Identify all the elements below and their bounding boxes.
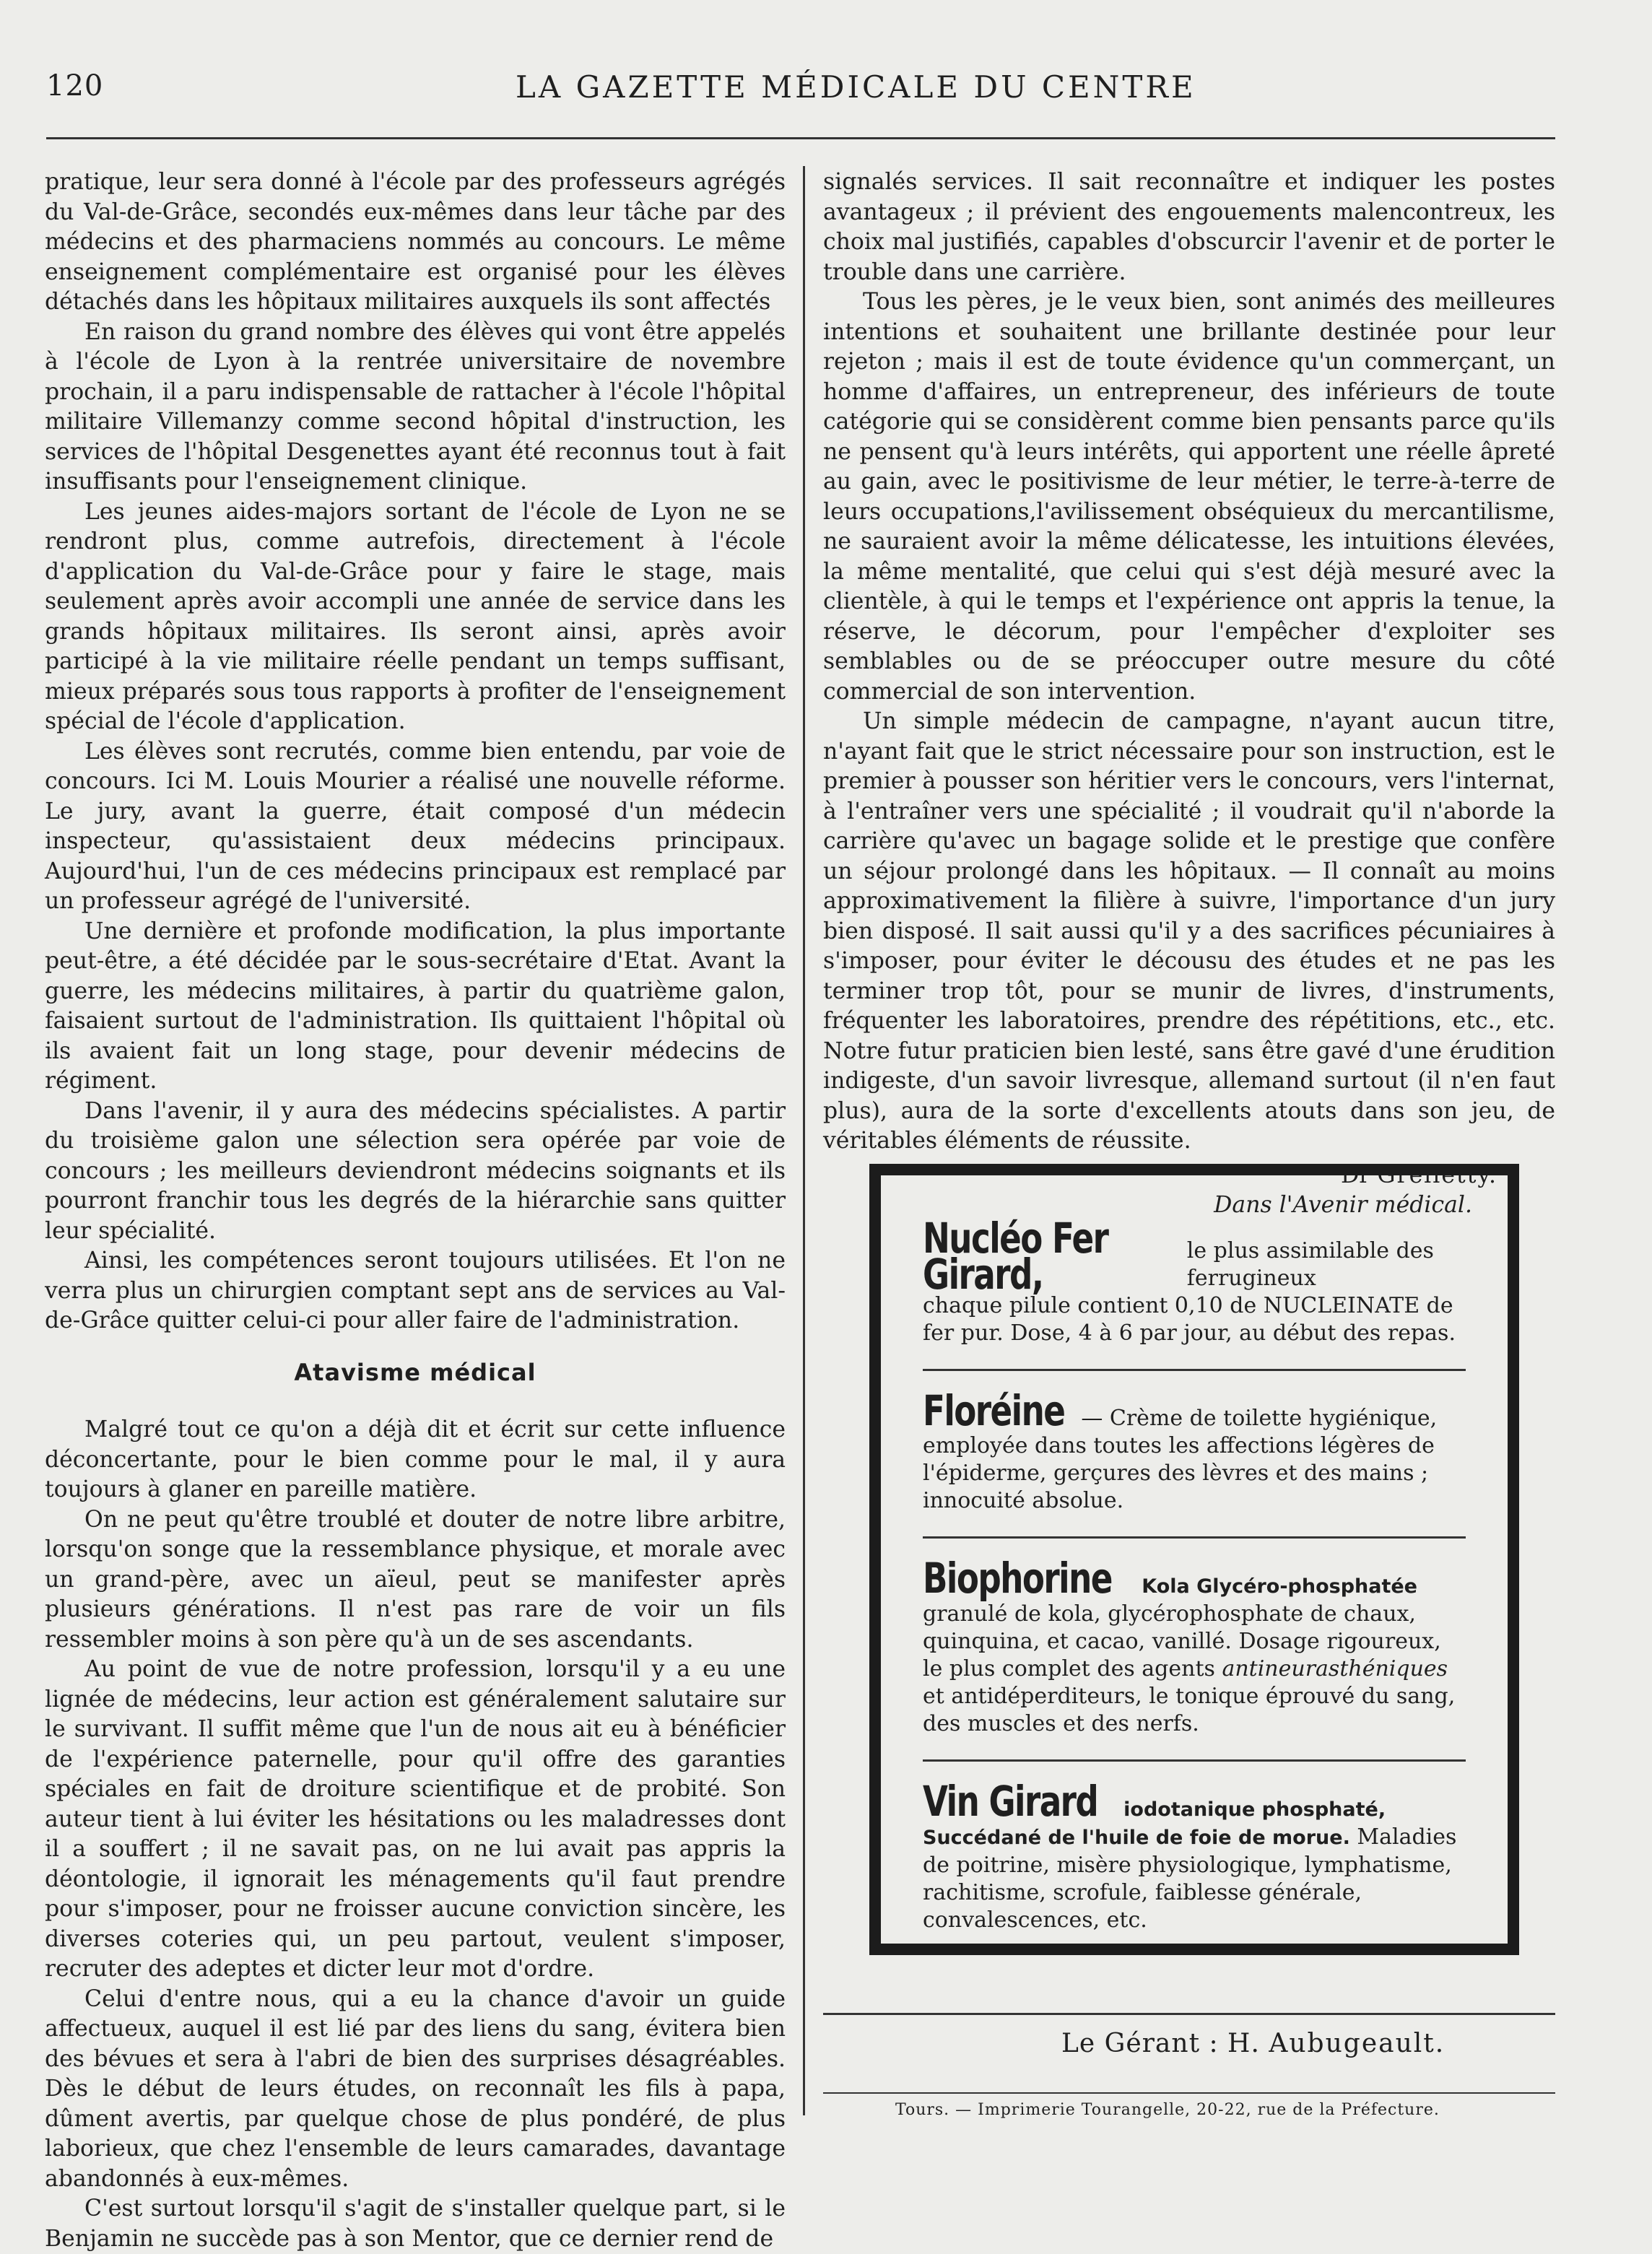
paragraph: On ne peut qu'être troublé et douter de notre libre arbitre, lorsqu'on songe que la ressemblance physique, et morale avec un grand-père, avec un aïeul, peut se manifester après plusieurs générations. Il n'est pas rare de voir un fils ressembler moins à son père qu'à un de ses ascendants. [45, 1506, 786, 1653]
ad-biophorine [923, 1554, 1466, 1762]
printer-line: Tours. — Imprimerie Tourangelle, 20-22, rue de la Préfecture. [895, 2101, 1440, 2119]
paragraph: Malgré tout ce qu'on a déjà dit et écrit sur cette influence déconcertante, pour le bien comme pour le mal, il y aura toujours à glaner en pareille matière. [45, 1417, 786, 1502]
ad-side-text: — Crème de toilette hygiénique, employée dans toutes les affections légères de l'épiderme, gerçures des lèvres et des mains ; innocuité absolue. [923, 1406, 1438, 1513]
paragraph: Une dernière et profonde modification, la plus importante peut-être, a été décidée par le sous-secrétaire d'Etat. Avant la guerre, les médecins militaires, à partir du quatrième galon, faisaient surtout de l'administration. Ils quittaient l'hôpital où ils avaient fait un long stage, pour devenir médecins de régiment. [45, 918, 786, 1094]
page-number: 120 [46, 69, 104, 103]
footer-rule [823, 2013, 1555, 2015]
left-column [45, 167, 786, 2254]
ad-strong-text: iodotanique phosphaté, Succédané de l'huile de foie de morue. [923, 1798, 1386, 1849]
paragraph: Tous les pères, je le veux bien, sont animés des meilleures intentions et souhaitent une brillante destinée pour leur rejeton ; mais il est de toute évidence qu'un commerçant, un homme d'affaires, un entrepreneur, des inférieurs de toute catégorie qui se considèrent comme bien pensants parce qu'ils ne pensent qu'à leurs intérêts, qui apportent une réelle âpreté au gain, avec le positivisme de leur métier, le terre-à-terre de leurs occupations,l'avilissement obséquieux du mercantilisme, ne sauraient avoir la même délicatesse, les intuitions élevées, la même mentalité, que celui qui s'est déjà mesuré avec la clientèle, à qui le temps et l'expérience ont appris la tenue, la réserve, le décorum, pour l'empêcher d'exploiter ses semblables ou de se préoccuper outre mesure du côté commercial de son intervention. [823, 289, 1555, 705]
gerant-label: Le Gérant : H. [1061, 2029, 1260, 2058]
ad-nucleo [923, 1214, 1466, 1371]
signature-prefix: Dr [1341, 1162, 1370, 1188]
right-column [823, 167, 1555, 1221]
advertisement-box [869, 1164, 1519, 1955]
ad-tail-text: et antidéperditeurs, le tonique éprouvé du sang, des muscles et des nerfs. [923, 1684, 1456, 1736]
running-header [46, 69, 1555, 113]
source-note: Dans l'Avenir médical. [1214, 1192, 1472, 1218]
ad-strong-text: Kola Glycéro-phosphatée [1142, 1575, 1417, 1598]
gerant-line [1061, 2029, 1445, 2058]
ad-brand: Floréine [923, 1386, 1065, 1435]
paragraph: Les élèves sont recrutés, comme bien entendu, par voie de concours. Ici M. Louis Mourier a réalisé une nouvelle réforme. Le jury, avant la guerre, était composé d'un médecin inspecteur, qu'assistaient deux médecins principaux. Aujourd'hui, l'un de ces médecins principaux est remplacé par un professeur agrégé de l'université. [45, 738, 786, 914]
ad-vin-girard [923, 1777, 1466, 1934]
ad-floreine [923, 1386, 1466, 1539]
column-divider [803, 166, 805, 2115]
paragraph: En raison du grand nombre des élèves qui vont être appelés à l'école de Lyon à la rentrée universitaire de novembre prochain, il a paru indispensable de rattacher à l'école l'hôpital militaire Villemanzy comme second hôpital d'instruction, les services de l'hôpital Desgenettes ayant été reconnus tout à fait insuffisants pour l'enseignement clinique. [45, 318, 786, 495]
paragraph: pratique, leur sera donné à l'école par des professeurs agrégés du Val-de-Grâce, secondés eux-mêmes dans leur tâche par des médecins et des pharmaciens nommés au concours. Le même enseignement complémentaire est organisé pour les élèves détachés dans les hôpitaux militaires auxquels ils sont affectés [45, 169, 786, 315]
journal-title: LA GAZETTE MÉDICALE DU CENTRE [516, 69, 1196, 105]
paragraph: Au point de vue de notre profession, lorsqu'il y a eu une lignée de médecins, leur action est généralement salutaire sur le survivant. Il suffit même que l'un de nous ait eu à bénéficier de l'expérience paternelle, pour qu'il offre des garanties spéciales en fait de droiture scientifique et de probité. Son auteur tient à lui éviter les hésitations ou les maladresses dont il a souffert ; il ne savait pas, on ne lui avait pas appris la déontologie, il ignorait les ménagements qu'il faut prendre pour s'imposer, pour ne froisser aucune conviction sincère, les diverses coteries qui, un peu partout, veulent s'imposer, recruter des adeptes et dicter leur mot d'ordre. [45, 1656, 786, 1982]
section-title: Atavisme médical [294, 1358, 536, 1386]
ad-side-text: Maladies de poitrine, misère physiologique, lymphatisme, rachitisme, scrofule, faiblesse générale, convalescences, etc. [923, 1824, 1457, 1933]
header-rule [46, 137, 1555, 139]
ad-side-text: granulé de kola, glycérophosphate de chaux, quinquina, et cacao, vanillé. Dosage rigoureux, le plus complet des agents [923, 1601, 1441, 1681]
paragraph: Un simple médecin de campagne, n'ayant aucun titre, n'ayant fait que le strict nécessaire pour son instruction, est le premier à pousser son héritier vers le concours, vers l'internat, à l'entraîner vers une spécialité ; il voudrait qu'il n'aborde la carrière qu'avec un bagage solide et le prestige que confère un séjour prolongé dans les hôpitaux. — Il connaît au moins approximativement la filière à suivre, l'importance d'un jury bien disposé. Il sait aussi qu'il y a des sacrifices pécuniaires à s'imposer, pour éviter le décousu des études et ne pas les terminer trop tôt, pour se munir de livres, d'instruments, fréquenter les laboratoires, prendre des répétitions, etc., etc. Notre futur praticien bien lesté, sans être gavé d'une érudition indigeste, d'un savoir livresque, allemand surtout (il n'en faut plus), aura de la sorte d'excellents atouts dans son jeu, de véritables éléments de réussite. [823, 708, 1556, 1154]
gerant-name: Aubugeault. [1269, 2029, 1446, 2058]
signature-name: Grelletty. [1377, 1162, 1497, 1188]
paragraph: signalés services. Il sait reconnaître et indiquer les postes avantageux ; il prévient des engouements malencontreux, les choix mal justifiés, capables d'obscurcir l'avenir et de porter le trouble dans une carrière. [823, 169, 1555, 285]
paragraph: C'est surtout lorsqu'il s'agit de s'installer quelque part, si le Benjamin ne succède pas à son Mentor, que ce dernier rend de [45, 2196, 786, 2252]
ad-brand: Nucléo Fer Girard, [923, 1214, 1108, 1299]
printer-rule [823, 2092, 1555, 2094]
paragraph: Les jeunes aides-majors sortant de l'école de Lyon ne se rendront plus, comme autrefois, directement à l'école d'application du Val-de-Grâce pour y faire le stage, mais seulement après avoir accompli une année de service dans les grands hôpitaux militaires. Ils seront ainsi, après avoir participé à la vie militaire réelle pendant un temps suffisant, mieux préparés sous tous rapports à profiter de l'enseignement spécial de l'école d'application. [45, 498, 786, 734]
paragraph: Ainsi, les compétences seront toujours utilisées. Et l'on ne verra plus un chirurgien comptant sept ans de services au Val-de-Grâce quitter celui-ci pour aller faire de l'administration. [45, 1248, 786, 1333]
paragraph: Celui d'entre nous, qui a eu la chance d'avoir un guide affectueux, auquel il est lié par des liens du sang, évitera bien des bévues et sera à l'abri de bien des surprises désagréables. Dès le début de leurs études, on reconnaît les fils à papa, dûment avertis, par quelque chose de plus pondéré, de plus laborieux, que chez l'ensemble de leurs camarades, davantage abandonnés à eux-mêmes. [45, 1985, 786, 2192]
ad-text: chaque pilule contient 0,10 de NUCLEINATE de fer pur. Dose, 4 à 6 par jour, au début des repas. [923, 1293, 1456, 1346]
ad-brand: Biophorine [923, 1554, 1112, 1603]
ad-brand: Vin Girard [923, 1777, 1098, 1826]
ad-italic-text: antineurasthéniques [1222, 1656, 1448, 1681]
ad-side-text: le plus assimilable des ferrugineux [1186, 1238, 1434, 1291]
paragraph: Dans l'avenir, il y aura des médecins spécialistes. A partir du troisième galon une sélection sera opérée par voie de concours ; les meilleurs deviendront médecins soignants et ils pourront franchir tous les degrés de la hiérarchie sans quitter leur spécialité. [45, 1097, 786, 1244]
